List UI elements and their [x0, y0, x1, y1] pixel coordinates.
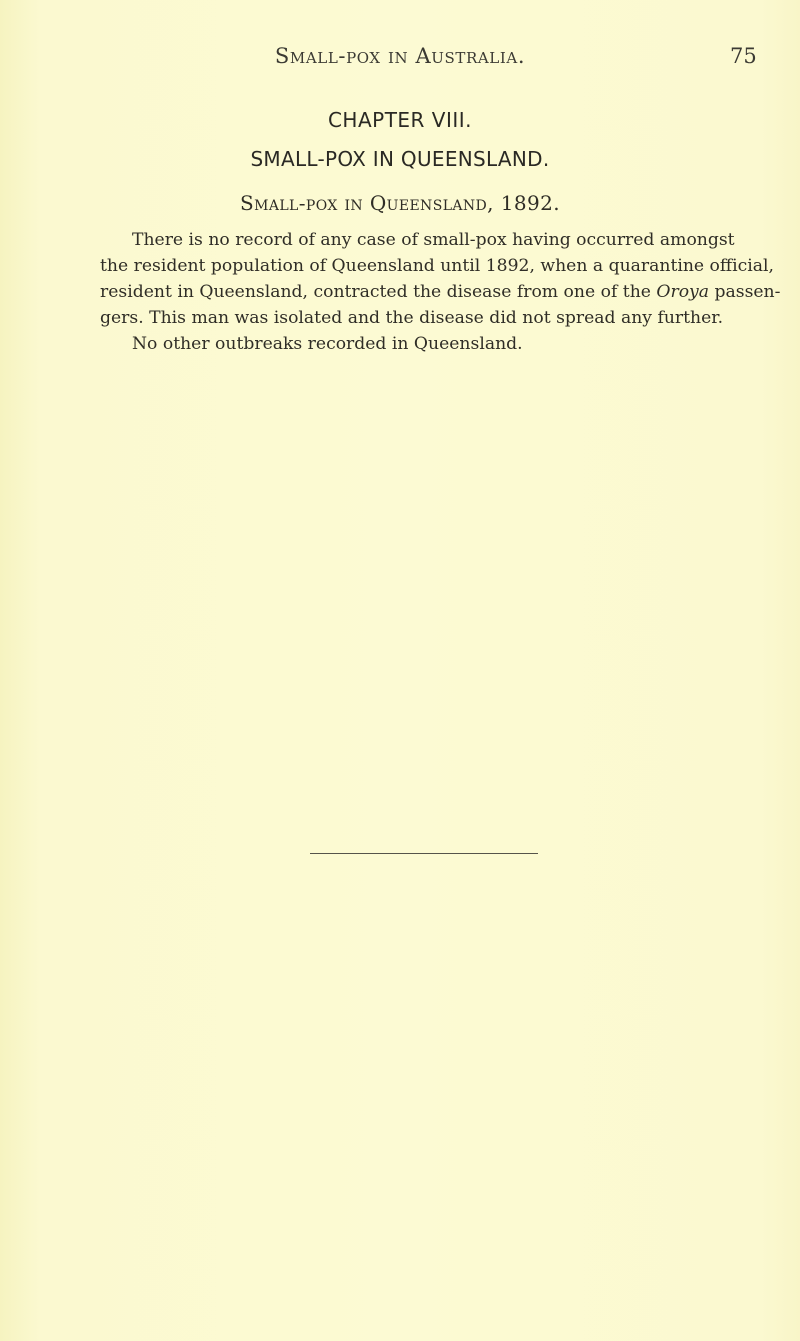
paragraph-line	[100, 279, 781, 305]
body-paragraph	[100, 227, 781, 357]
section-divider	[310, 853, 538, 854]
paragraph-line: the resident population of Queensland until 1892, when a quarantine official,	[100, 256, 774, 276]
paragraph-line: gers. This man was isolated and the disease did not spread any further.	[100, 308, 724, 328]
chapter-subtitle: SMALL-POX IN QUEENSLAND.	[250, 147, 550, 171]
running-header	[0, 44, 800, 84]
paragraph-text: passen-	[714, 282, 781, 302]
paragraph-line: There is no record of any case of small-pox having occurred amongst	[132, 230, 735, 250]
paragraph-line: No other outbreaks recorded in Queensland.	[132, 334, 523, 354]
running-title: Small-pox in Australia.	[274, 44, 526, 68]
section-heading: Small-pox in Queensland, 1892.	[240, 191, 560, 215]
chapter-heading: CHAPTER VIII.	[327, 108, 473, 132]
paragraph-text: resident in Queensland, contracted the disease from one of the	[100, 282, 651, 302]
ship-name: Oroya	[656, 282, 710, 302]
page-number: 75	[730, 44, 757, 68]
